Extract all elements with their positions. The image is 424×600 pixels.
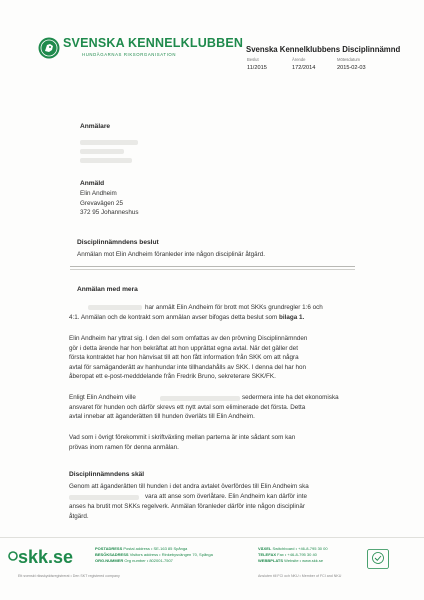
anmald-street: Grevavägen 25 — [80, 199, 124, 207]
footer-note-left: Ett svenskt riksskyddsregistrerat • Den SKT registered company — [18, 574, 120, 578]
footer-note-right: Ansluten till FCI och NKU • Member of FCI and NKU — [258, 574, 342, 578]
skk-small-emblem-icon — [8, 551, 18, 561]
anmalan-p4-line2: prövas inom ramen för denna anmälan. — [69, 443, 179, 451]
footer-orgnr: ORG.NUMMER Org number • 802001-7507 — [95, 558, 173, 564]
footer-contact-block — [258, 546, 328, 565]
footer-fax: TELEFAX Fax • +46-8-795 30 40 — [258, 552, 317, 558]
anmalan-p2-line3: första kontraktet har hon hänvisat till att hon fått information från SKK om att några — [69, 354, 299, 361]
beslut-text: Anmälan mot Elin Andheim föranleder inte någon disciplinär åtgärd. — [77, 251, 265, 258]
anmalan-p3-line2: ansvaret för hunden och därför skrevs ett nytt avtal som eliminerade det första. Detta — [69, 403, 306, 411]
footer-web: WEBBPLATS Website • www.skk.se — [258, 558, 324, 564]
redacted-party — [69, 495, 139, 500]
redacted-name — [80, 140, 138, 145]
anmalan-p1-line1: har anmält Elin Andheim för brott mot SKKs grundregler 1:6 och — [145, 304, 323, 311]
committee-title: Svenska Kennelklubbens Disciplinnämnd — [246, 45, 401, 54]
anmalan-p2-line5: åberopat ett e-post-medddelande från Fredrik Bruno, sekreterare SKK/FK. — [69, 373, 276, 380]
certification-badge-icon — [367, 549, 389, 569]
anmalan-p2-line4: avtal för samäganderätt av hanhundar inte tillhandahålls av SKK. I denna del har hon — [69, 363, 306, 371]
skal-line1: Genom att äganderätten till hunden i det andra avtalet överfördes till Elin Andheim ska — [69, 483, 309, 490]
skk-emblem-icon — [38, 37, 60, 59]
redacted-person — [160, 396, 240, 401]
anmalan-p3-line1b: sedermera inte ha det ekonomiska — [242, 394, 339, 401]
redacted-address — [80, 149, 124, 154]
footer-address-block — [95, 546, 213, 565]
anmalan-p3-line1a: Enligt Elin Andheim ville — [69, 394, 136, 401]
footer-phone: VÄXEL Switchboard • +46-8-795 30 00 — [258, 546, 328, 551]
footer-divider — [0, 537, 424, 538]
section-divider — [70, 266, 355, 267]
redacted-postal — [80, 158, 132, 163]
skal-heading: Disciplinnämndens skäl — [69, 471, 145, 478]
skal-line3: anses ha brutit mot SKKs regelverk. Anmälan föranleder därför inte någon disciplinär — [69, 503, 305, 510]
meta-value-motesdatum: 2015-02-03 — [337, 65, 366, 71]
org-name: SVENSKA KENNELKLUBBEN — [63, 36, 244, 50]
meta-value-beslut: 11/2015 — [247, 65, 267, 71]
meta-label-motesdatum: Mötesdatum — [337, 57, 361, 62]
redacted-reporter — [88, 305, 142, 310]
bilaga-ref: bilaga 1. — [279, 314, 305, 321]
anmald-heading: Anmäld — [80, 180, 105, 187]
meta-label-beslut: Beslut — [247, 57, 259, 62]
anmalan-p2-line1: Elin Andheim har yttrat sig. I den del som omfattas av den prövning Disciplinnämnden — [69, 335, 308, 342]
anmalan-p1-line2: 4:1. Anmälan och de kontrakt som anmälan avser bifogas detta beslut som bilaga 1. — [69, 314, 305, 321]
beslut-heading: Disciplinnämndens beslut — [77, 239, 159, 246]
anmalan-p3-line3: avtal innebar att äganderätten till hunden överläts till Elin Andheim. — [69, 413, 255, 420]
meta-value-arende: 172/2014 — [292, 65, 316, 71]
anmalan-p2-line2: gör i detta ärende har hon bekräftat att hon upprättat egna avtal. När det gäller det — [69, 344, 298, 352]
org-subtitle: HUNDÄGARNAS RIKSORGANISATION — [82, 52, 177, 57]
section-divider-2 — [70, 269, 355, 270]
footer-visit: BESÖKSADRESS Visitors address • Rinkebysvängen 70, Spånga — [95, 552, 213, 558]
anmalare-heading: Anmälare — [80, 123, 111, 130]
anmalan-p4-line1: Vad som i övrigt förekommit i skriftväxling mellan parterna är inte sådant som kan — [69, 434, 296, 441]
anmald-postal: 372 95 Johanneshus — [80, 209, 139, 216]
meta-label-arende: Ärende — [292, 57, 306, 62]
skk-logo-text: skk.se — [18, 547, 74, 567]
footer-postal: POSTADRESS Postal address • SE-163 85 Spånga — [95, 546, 188, 551]
anmald-name: Elin Andheim — [80, 190, 117, 197]
skal-line4: åtgärd. — [69, 512, 89, 520]
anmalan-heading: Anmälan med mera — [77, 286, 138, 293]
skal-line2: vara att anse som överlåtare. Elin Andheim kan därför inte — [145, 493, 308, 500]
